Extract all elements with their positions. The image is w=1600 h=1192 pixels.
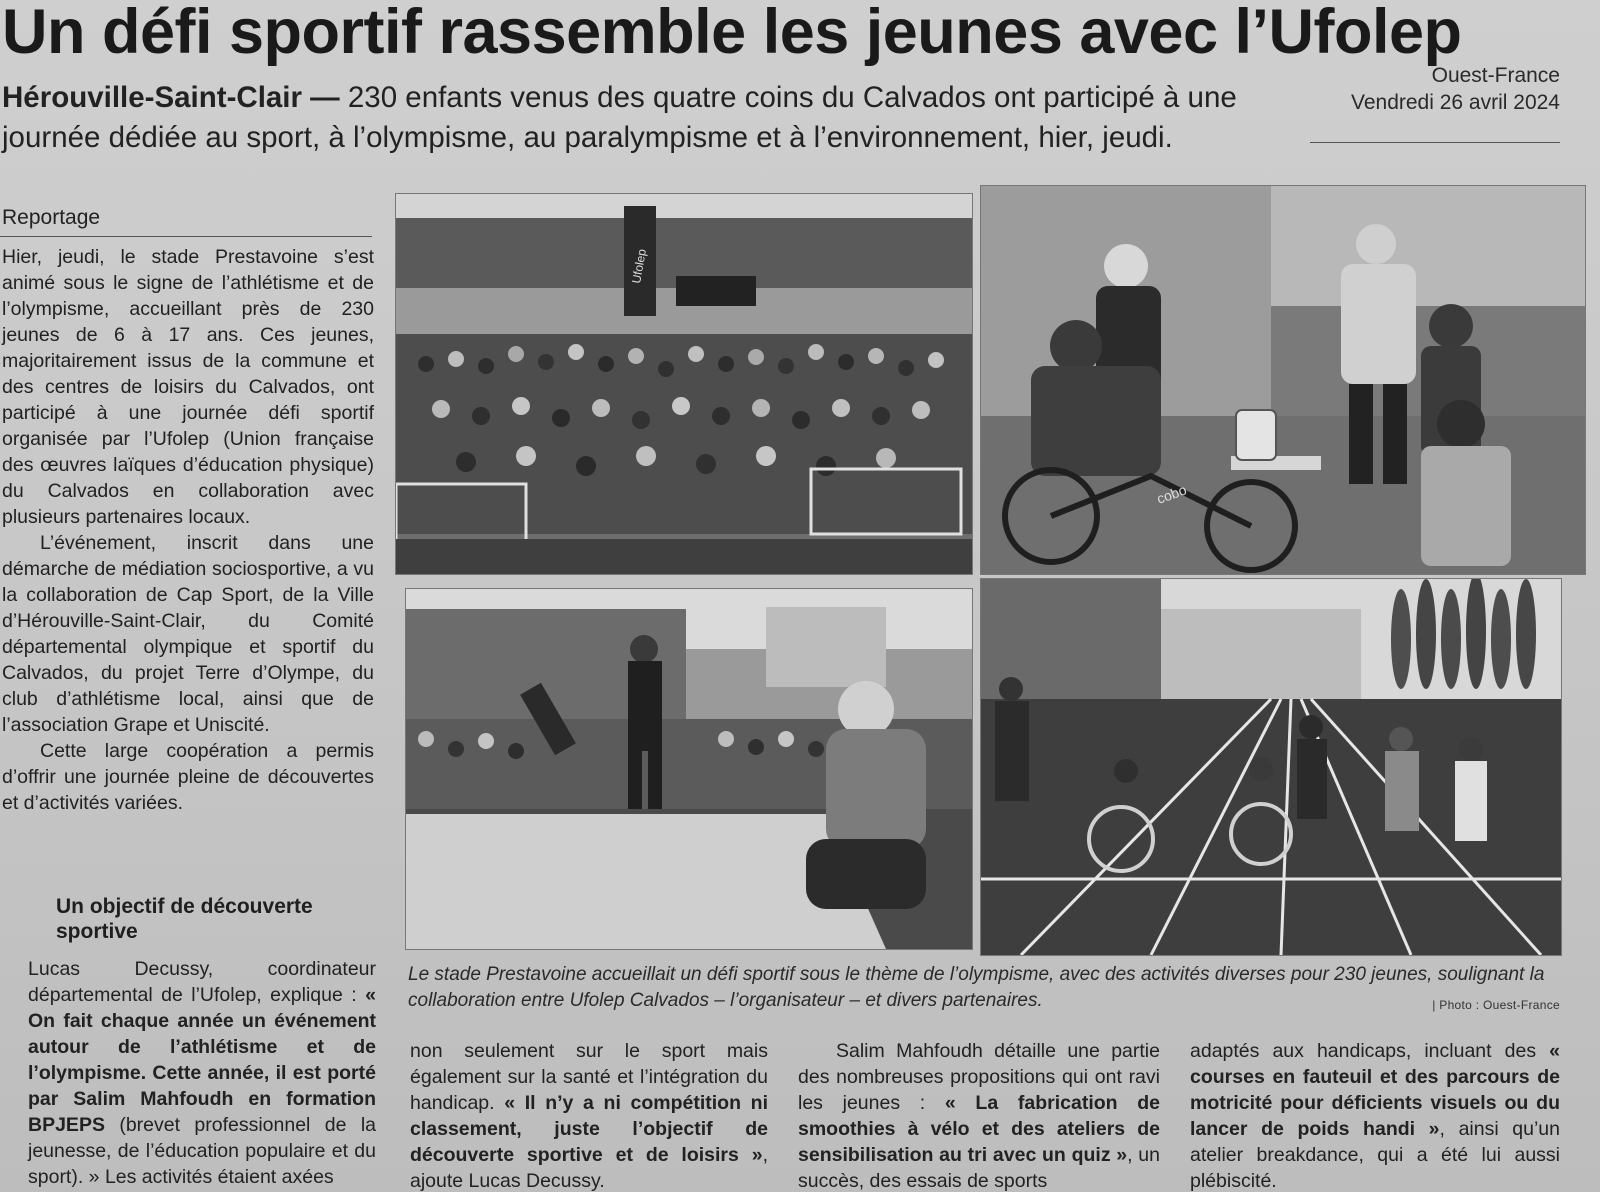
paragraph-6-quote: « La fabrication de smoothies à vélo et des ateliers de sensibilisation au tri avec un quiz »	[798, 1092, 1161, 1166]
bike-frame-text: cobo	[1154, 481, 1189, 507]
column-1	[2, 244, 374, 816]
publication-date: Vendredi 26 avril 2024	[1351, 91, 1560, 114]
publication-rule	[1310, 142, 1560, 143]
paragraph-5	[410, 1038, 768, 1192]
paragraph-7-quote: « courses en fauteuil et des parcours de motricité pour déficients visuels ou du lancer de poids handi »	[1190, 1040, 1560, 1140]
photo-credit: | Photo : Ouest-France	[1432, 998, 1560, 1012]
photo-caption: Le stade Prestavoine accueillait un défi sportif sous le thème de l’olympisme, avec des activités diverses pour 230 jeunes, soulignant la collaboration entre Ufolep Calvados – l’organisateur – et divers partenaires.	[408, 964, 1545, 1011]
photo-crowd-image	[396, 194, 972, 574]
photo-breakdance-image	[406, 589, 972, 949]
paragraph-2: L’événement, inscrit dans une démarche de médiation sociosportive, a vu la collaboration de Cap Sport, de la Ville d’Hérouville-Saint-Clair, du Comité départemental olympique et sportif du Calvados, du projet Terre d’Olympe, du club d’athlétisme local, ainsi que de l’association Grape et Uniscité.	[2, 532, 374, 736]
lede	[2, 78, 1292, 158]
paragraph-5-text-end: , ajoute Lucas Decussy.	[410, 1144, 768, 1192]
rubric-label: Reportage	[2, 206, 101, 229]
photo-breakdance	[405, 588, 973, 950]
paragraph-7-text-end: , ainsi qu’un atelier breakdance, qui a été lui aussi plébiscité.	[1190, 1118, 1561, 1192]
paragraph-1: Hier, jeudi, le stade Prestavoine s’est animé sous le signe de l’athlétisme et de l’olympisme, accueillant près de 230 jeunes de 6 à 17 ans. Ces jeunes, majoritairement issus de la commune et des centres de loisirs du Calvados, ont participé à une journée défi sportif organisée par l’Ufolep (Union française des œuvres laïques d’éducation physique) du Calvados en collaboration avec plusieurs partenaires locaux.	[2, 246, 374, 528]
paragraph-6	[798, 1038, 1160, 1192]
photo-smoothie-bike-image	[981, 186, 1585, 574]
column-2	[410, 1038, 768, 1192]
paragraph-3: Cette large coopération a permis d’offrir une journée pleine de découvertes et d’activités variées.	[2, 740, 374, 814]
paragraph-4-text: Lucas Decussy, coordinateur départemental de l’Ufolep, explique :	[28, 958, 376, 1006]
paragraph-7-text: adaptés aux handicaps, incluant des	[1190, 1040, 1550, 1062]
photo-crowd	[395, 193, 973, 575]
paragraph-4-quote: « On fait chaque année un événement autour de l’athlétisme et de l’olympisme. Cette année, il est porté par Salim Mahfoudh en formation BPJEPS	[28, 984, 376, 1136]
rubric-rule	[0, 236, 372, 237]
crowd-banner-text: Ufolep	[629, 247, 649, 285]
paragraph-6-text-end: , un succès, des essais de sports	[798, 1144, 1160, 1192]
column-1-continued	[28, 956, 376, 1190]
photo-smoothie-bike	[980, 185, 1586, 575]
publication-box	[1310, 62, 1560, 116]
headline: Un défi sportif rassemble les jeunes avec l’Ufolep	[2, 0, 1462, 67]
paragraph-7	[1190, 1038, 1560, 1192]
paragraph-4-text-end: (brevet professionnel de la jeunesse, de l’éducation populaire et du sport). » Les activités étaient axées	[28, 1114, 376, 1188]
subheading: Un objectif de découverte sportive	[56, 895, 313, 943]
photo-wheelchair-race	[980, 578, 1562, 956]
paragraph-5-quote: « Il n’y a ni compétition ni classement, juste l’objectif de découverte sportive et de loisirs »	[410, 1092, 768, 1166]
lede-place: Hérouville-Saint-Clair —	[2, 81, 340, 114]
photo-wheelchair-race-image	[981, 579, 1561, 955]
paragraph-4	[28, 956, 376, 1190]
paragraph-6-text: Salim Mahfoudh détaille une partie des nombreuses propositions qui ont ravi les jeunes :	[798, 1040, 1160, 1114]
column-3	[798, 1038, 1160, 1192]
lede-text: 230 enfants venus des quatre coins du Calvados ont participé à une journée dédiée au sport, à l’olympisme, au paralympisme et à l’environnement, hier, jeudi.	[2, 81, 1237, 154]
paragraph-5-text: non seulement sur le sport mais également sur la santé et l’intégration du handicap.	[410, 1040, 768, 1114]
column-4	[1190, 1038, 1560, 1192]
publication-name: Ouest-France	[1431, 64, 1560, 87]
